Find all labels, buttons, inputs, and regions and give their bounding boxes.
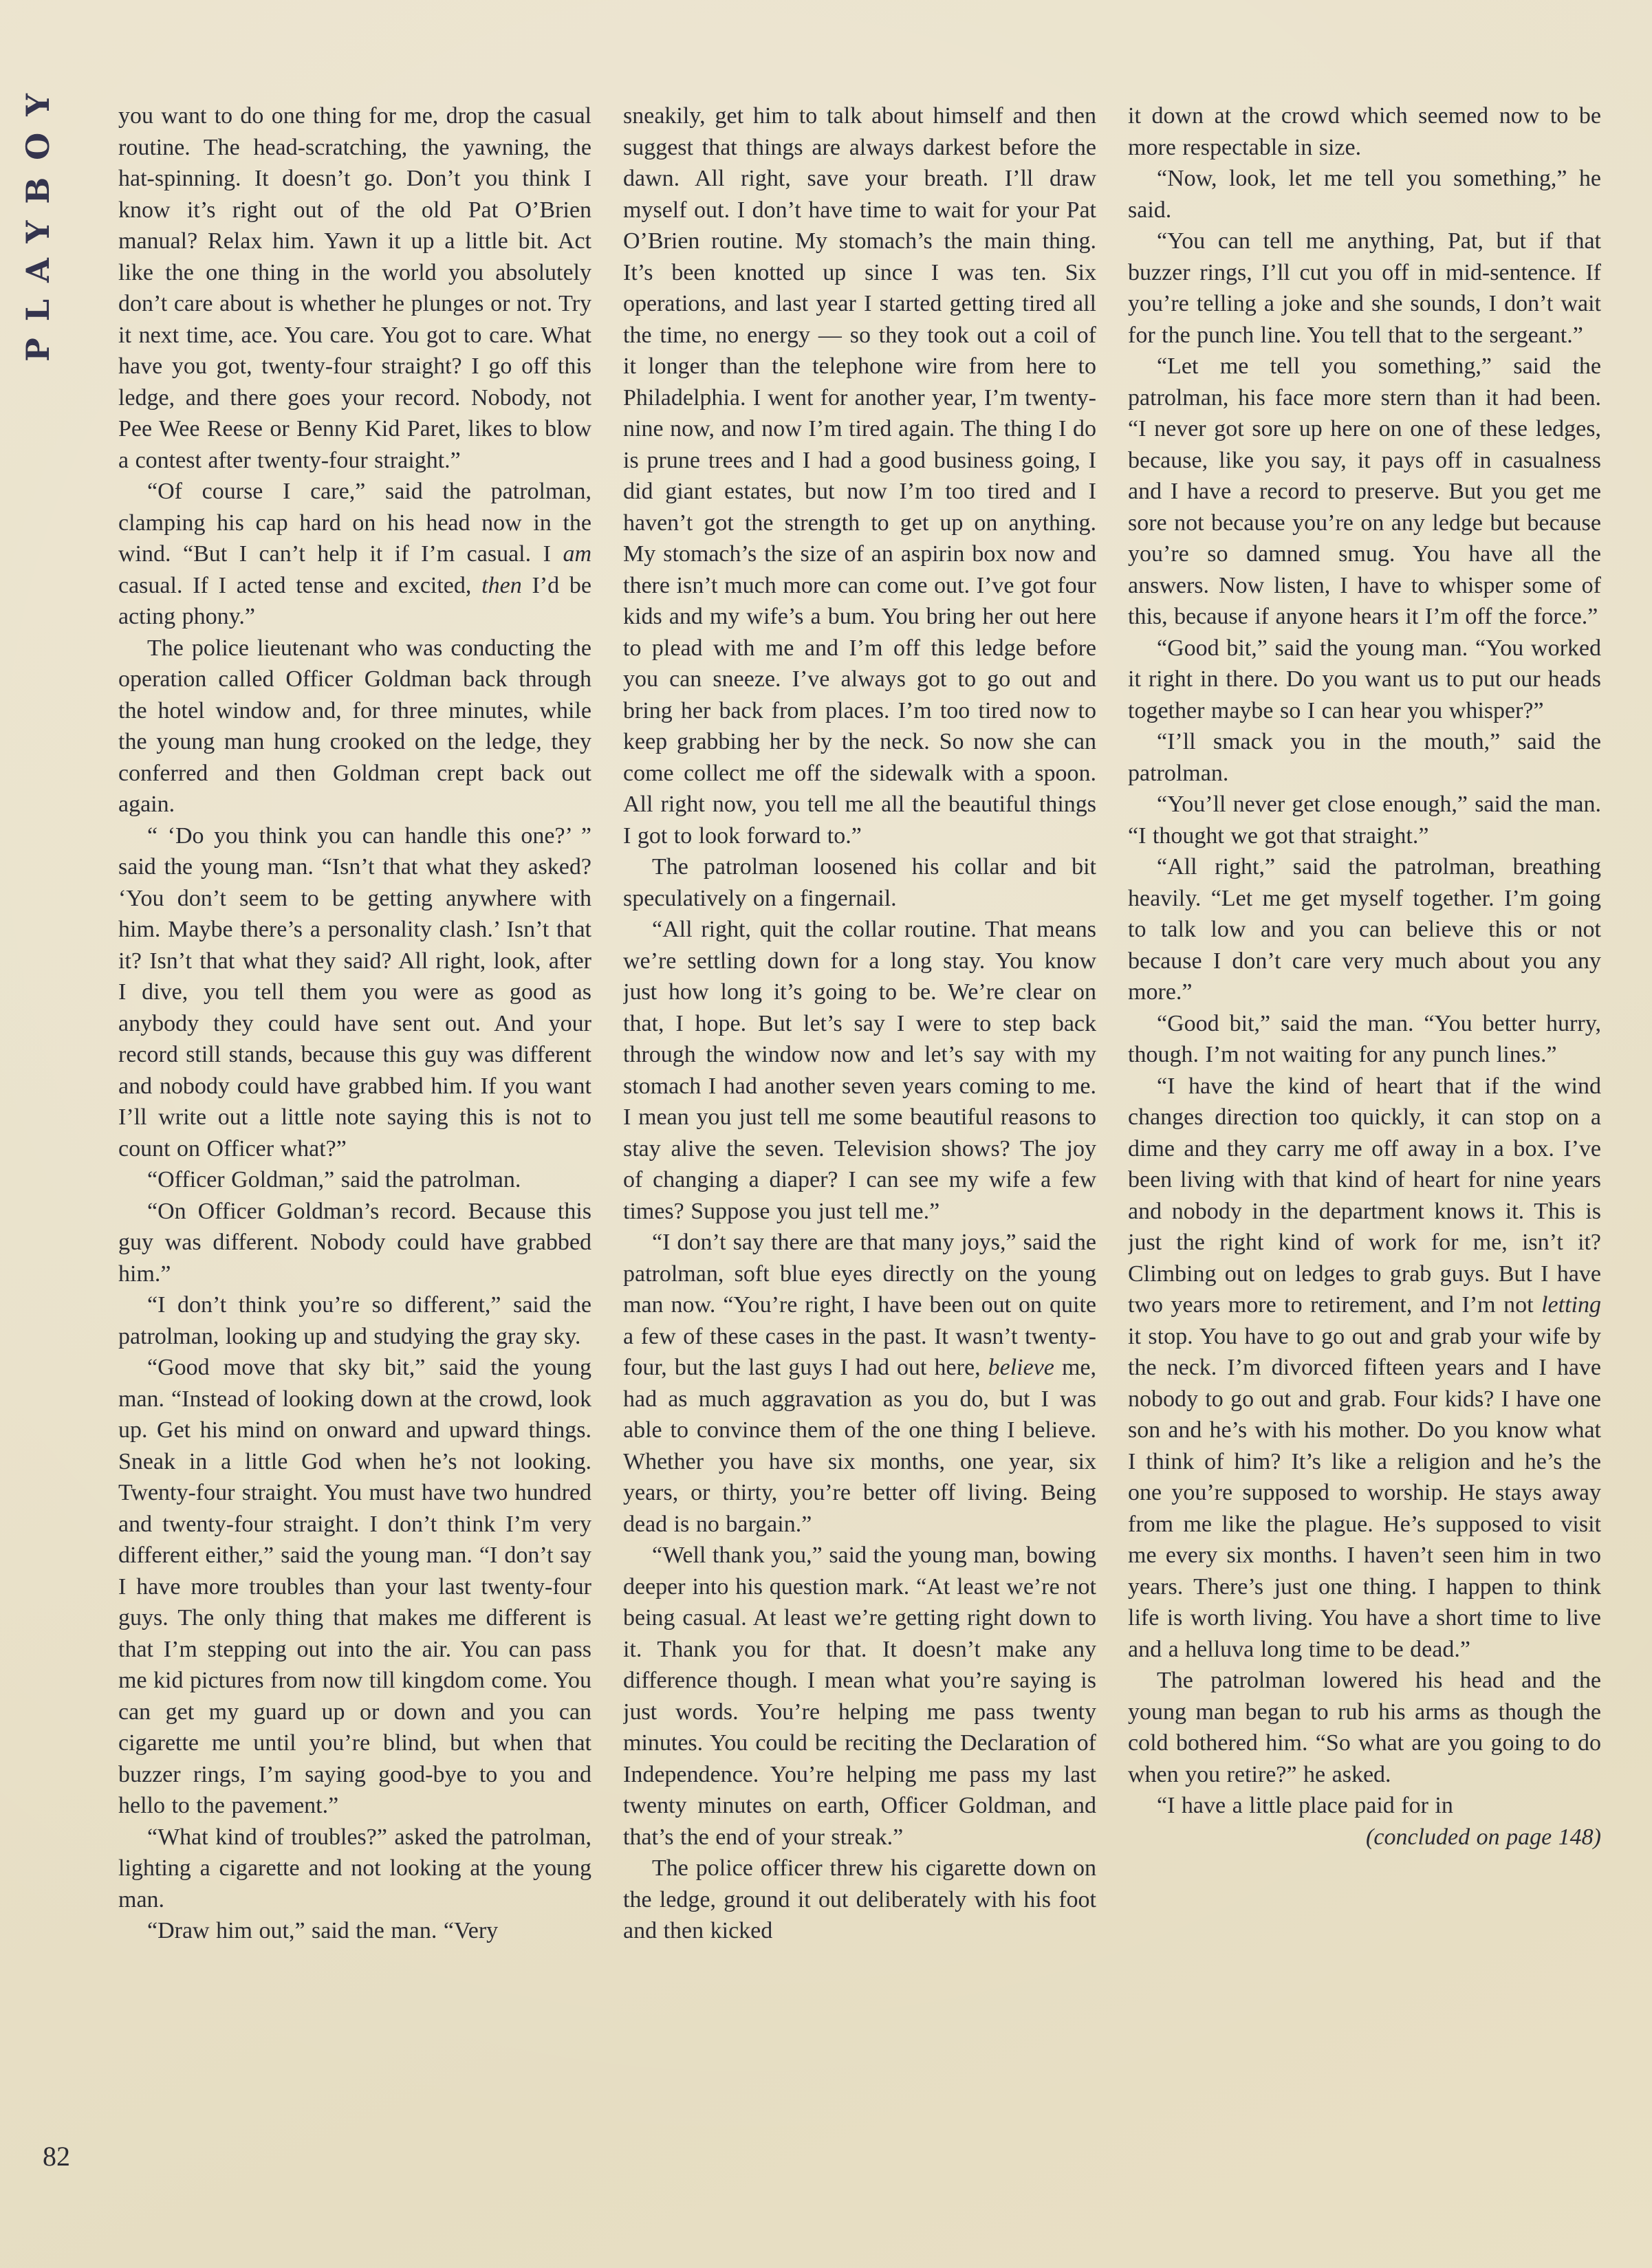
story-paragraph	[1128, 1665, 1601, 1790]
story-paragraph	[1128, 789, 1601, 851]
text-segment: “Now, look, let me tell you something,” he said.	[1128, 166, 1601, 223]
text-segment: casual. If I acted tense and excited,	[118, 572, 482, 598]
story-paragraph	[623, 1853, 1096, 1947]
text-segment: “Well thank you,” said the young man, bowing deeper into his question mark. “At least we’re not being casual. At least we’re getting right down to it. Thank you for that. It doesn’t make any difference though. I mean what you’re saying is just words. You’re helping me pass twenty minutes. You could be reciting the Declaration of Independence. You’re helping me pass my last twenty minutes on earth, Officer Goldman, and that’s the end of your streak.”	[623, 1542, 1096, 1850]
story-paragraph	[623, 914, 1096, 1227]
story-paragraph	[1128, 851, 1601, 1008]
text-segment: then	[481, 572, 522, 598]
story-paragraph	[623, 100, 1096, 851]
story-paragraph	[118, 1822, 591, 1916]
story-paragraph	[118, 1196, 591, 1290]
text-segment: “I don’t think you’re so different,” said the patrolman, looking up and studying the gray sky.	[118, 1292, 591, 1349]
text-segment: “You’ll never get close enough,” said the man. “I thought we got that straight.”	[1128, 792, 1601, 849]
text-segment: it down at the crowd which seemed now to be more respectable in size.	[1128, 103, 1601, 160]
story-paragraph	[1128, 1790, 1601, 1822]
text-segment: “Of course I care,” said the patrolman, clamping his cap hard on his head now in the wind. “But I can’t help it if I’m casual. I	[118, 479, 591, 567]
text-segment: “I don’t say there are that many joys,” said the patrolman, soft blue eyes directly on the young man now. “You’re right, I have been out on quite a few of these cases in the past. It wasn’t twenty-four, but the last guys I had out here,	[623, 1230, 1096, 1380]
text-segment: “On Officer Goldman’s record. Because this guy was different. Nobody could have grabbed him.”	[118, 1198, 591, 1287]
text-segment: The patrolman loosened his collar and bit speculatively on a fingernail.	[623, 854, 1096, 911]
text-segment: sneakily, get him to talk about himself and then suggest that things are always darkest before the dawn. All right, save your breath. I’ll draw myself out. I don’t have time to wait for your Pat O’Brien routine. My stomach’s the main thing. It’s been knotted up since I was ten. Six operations, and last year I started getting tired all the time, no energy — so they took out a coil of it longer than the telephone wire from here to Philadelphia. I went for another year, I’m twenty-nine now, and now I’m tired again. The thing I do is prune trees and I had a good business going, I did giant estates, but now I’m too tired and I haven’t got the strength to get up on anything. My stomach’s the size of an aspirin box now and there isn’t much more can come out. I’ve got four kids and my wife’s a bum. You bring her out here to plead with me and I’m off this ledge before you can sneeze. I’ve always got to go out and bring her back from places. I’m too tired now to keep grabbing her by the neck. So now she can come collect me off the sidewalk with a spoon. All right now, you tell me all the beautiful things I got to look forward to.”	[623, 103, 1096, 849]
text-segment: “All right,” said the patrolman, breathing heavily. “Let me get myself together. I’m going to talk low and you can believe this or not because I don’t care very much about you any more.”	[1128, 854, 1601, 1005]
page-number: 82	[43, 2141, 70, 2172]
text-segment: “I’ll smack you in the mouth,” said the patrolman.	[1128, 729, 1601, 786]
story-column-middle	[623, 100, 1096, 2195]
story-column-left	[118, 100, 591, 2195]
text-segment: me, had as much aggravation as you do, but I was able to convince them of the one thing I believe. Whether you have six months, one year, six years, or thirty, you’re better off living. Being dead is no bargain.”	[623, 1355, 1096, 1537]
text-segment: it stop. You have to go out and grab your wife by the neck. I’m divorced fifteen years and I have nobody to go out and grab. Four kids? I have one son and he’s with his mother. Do you know what I think of him? It’s like a religion and he’s the one you’re supposed to worship. He stays away from me like the plague. He’s supposed to visit me every six months. I haven’t seen him in two years. There’s just one thing. I happen to think life is worth living. You have a short time to live and a helluva long time to be dead.”	[1128, 1323, 1601, 1662]
story-paragraph	[1128, 726, 1601, 789]
text-segment: “Let me tell you something,” said the patrolman, his face more stern than it had been. “I never got sore up here on one of these ledges, because, like you say, it pays off in casualness and I have a record to preserve. But you get me sore not because you’re on any ledge but because you’re so damned smug. You have all the answers. Now listen, I have to whisper some of this, because if anyone hears it I’m off the force.”	[1128, 353, 1601, 629]
text-segment: The police lieutenant who was conducting the operation called Officer Goldman back through the hotel window and, for three minutes, while the young man hung crooked on the ledge, they conferred and then Goldman crept back out again.	[118, 635, 591, 817]
story-paragraph	[118, 1164, 591, 1196]
story-paragraph	[623, 851, 1096, 914]
text-segment: “All right, quit the collar routine. That means we’re settling down for a long stay. You know just how long it’s going to be. We’re clear on that, I hope. But let’s say I were to step back through the window now and let’s say with my stomach I had another seven years coming to me. I mean you just tell me some beautiful reasons to stay alive the seven. Television shows? The joy of changing a diaper? I can see my wife a few times? Suppose you just tell me.”	[623, 917, 1096, 1224]
story-paragraph	[1128, 633, 1601, 727]
story-paragraph	[1128, 226, 1601, 351]
story-paragraph	[623, 1227, 1096, 1540]
text-segment: “Good bit,” said the man. “You better hurry, though. I’m not waiting for any punch lines.”	[1128, 1010, 1601, 1067]
text-segment: letting	[1541, 1292, 1601, 1318]
story-paragraph	[118, 1915, 591, 1947]
text-segment: “What kind of troubles?” asked the patrolman, lighting a cigarette and not looking at the young man.	[118, 1824, 591, 1912]
text-segment: The patrolman lowered his head and the young man began to rub his arms as though the cold bothered him. “So what are you going to do when you retire?” he asked.	[1128, 1668, 1601, 1787]
text-segment: believe	[988, 1355, 1054, 1380]
text-segment: “Good move that sky bit,” said the young man. “Instead of looking down at the crowd, look up. Get his mind on onward and upward things. Sneak in a little God when he’s not looking. Twenty-four straight. You must have two hundred and twenty-four straight. I don’t think I’m very different either,” said the young man. “I don’t say I have more troubles than your last twenty-four guys. The only thing that makes me different is that I’m stepping out into the air. You can pass me kid pictures from now till kingdom come. You can get my guard up or down and you can cigarette me until you’re blind, but when that buzzer rings, I’m saying good-bye to you and hello to the pavement.”	[118, 1355, 591, 1818]
text-segment: am	[563, 541, 591, 567]
continuation-note	[1128, 1822, 1601, 1853]
story-paragraph	[1128, 351, 1601, 633]
text-segment: “Good bit,” said the young man. “You worked it right in there. Do you want us to put our heads together maybe so I can hear you whisper?”	[1128, 635, 1601, 723]
story-paragraph	[118, 633, 591, 820]
story-paragraph	[1128, 163, 1601, 226]
text-segment: “Draw him out,” said the man. “Very	[147, 1918, 499, 1943]
text-segment: you want to do one thing for me, drop the casual routine. The head-scratching, the yawning, the hat-spinning. It doesn’t go. Don’t you think I know it’s right out of the old Pat O’Brien manual? Relax him. Yawn it up a little bit. Act like the one thing in the world you absolutely don’t care about is whether he plunges or not. Try it next time, ace. You care. You got to care. What have you got, twenty-four straight? I go off this ledge, and there goes your record. Nobody, not Pee Wee Reese or Benny Kid Paret, likes to blow a contest after twenty-four straight.”	[118, 103, 591, 473]
story-paragraph	[118, 1289, 591, 1352]
text-segment: “ ‘Do you think you can handle this one?’ ” said the young man. “Isn’t that what they asked? ‘You don’t seem to be getting anywhere with him. Maybe there’s a personality clash.’ Isn’t that it? Isn’t that what they said? All right, look, after I dive, you tell them you were as good as anybody they could have sent out. And your record still stands, because this guy was different and nobody could have grabbed him. If you want I’ll write out a little note saying this is not to count on Officer what?”	[118, 822, 591, 1162]
magazine-spine-title: PLAYBOY	[19, 77, 56, 362]
story-paragraph	[1128, 1008, 1601, 1071]
story-paragraph	[118, 1352, 591, 1822]
text-segment: “Officer Goldman,” said the patrolman.	[147, 1167, 521, 1192]
text-segment: I’d be acting phony.”	[118, 572, 591, 629]
story-paragraph	[1128, 1071, 1601, 1666]
text-segment: The police officer threw his cigarette down on the ledge, ground it out deliberately with his foot and then kicked	[623, 1855, 1096, 1943]
story-paragraph	[118, 100, 591, 476]
story-paragraph	[623, 1540, 1096, 1853]
story-paragraph	[118, 476, 591, 633]
story-column-right	[1128, 100, 1601, 2195]
text-segment: “I have a little place paid for in	[1157, 1793, 1453, 1818]
story-paragraph	[1128, 100, 1601, 163]
text-segment: “I have the kind of heart that if the wind changes direction too quickly, it can stop on a dime and they carry me off away in a box. I’ve been living with that kind of heart for nine years and nobody in the department knows it. This is just the right kind of work for me, isn’t it? Climbing out on ledges to grab guys. But I have two years more to retirement, and I’m not	[1128, 1073, 1601, 1318]
text-segment: “You can tell me anything, Pat, but if that buzzer rings, I’ll cut you off in mid-sentence. If you’re telling a joke and she sounds, I don’t wait for the punch line. You tell that to the sergeant.”	[1128, 228, 1601, 348]
story-paragraph	[118, 820, 591, 1165]
text-segment: (concluded on page 148)	[1366, 1824, 1601, 1850]
story-columns	[118, 100, 1601, 2195]
